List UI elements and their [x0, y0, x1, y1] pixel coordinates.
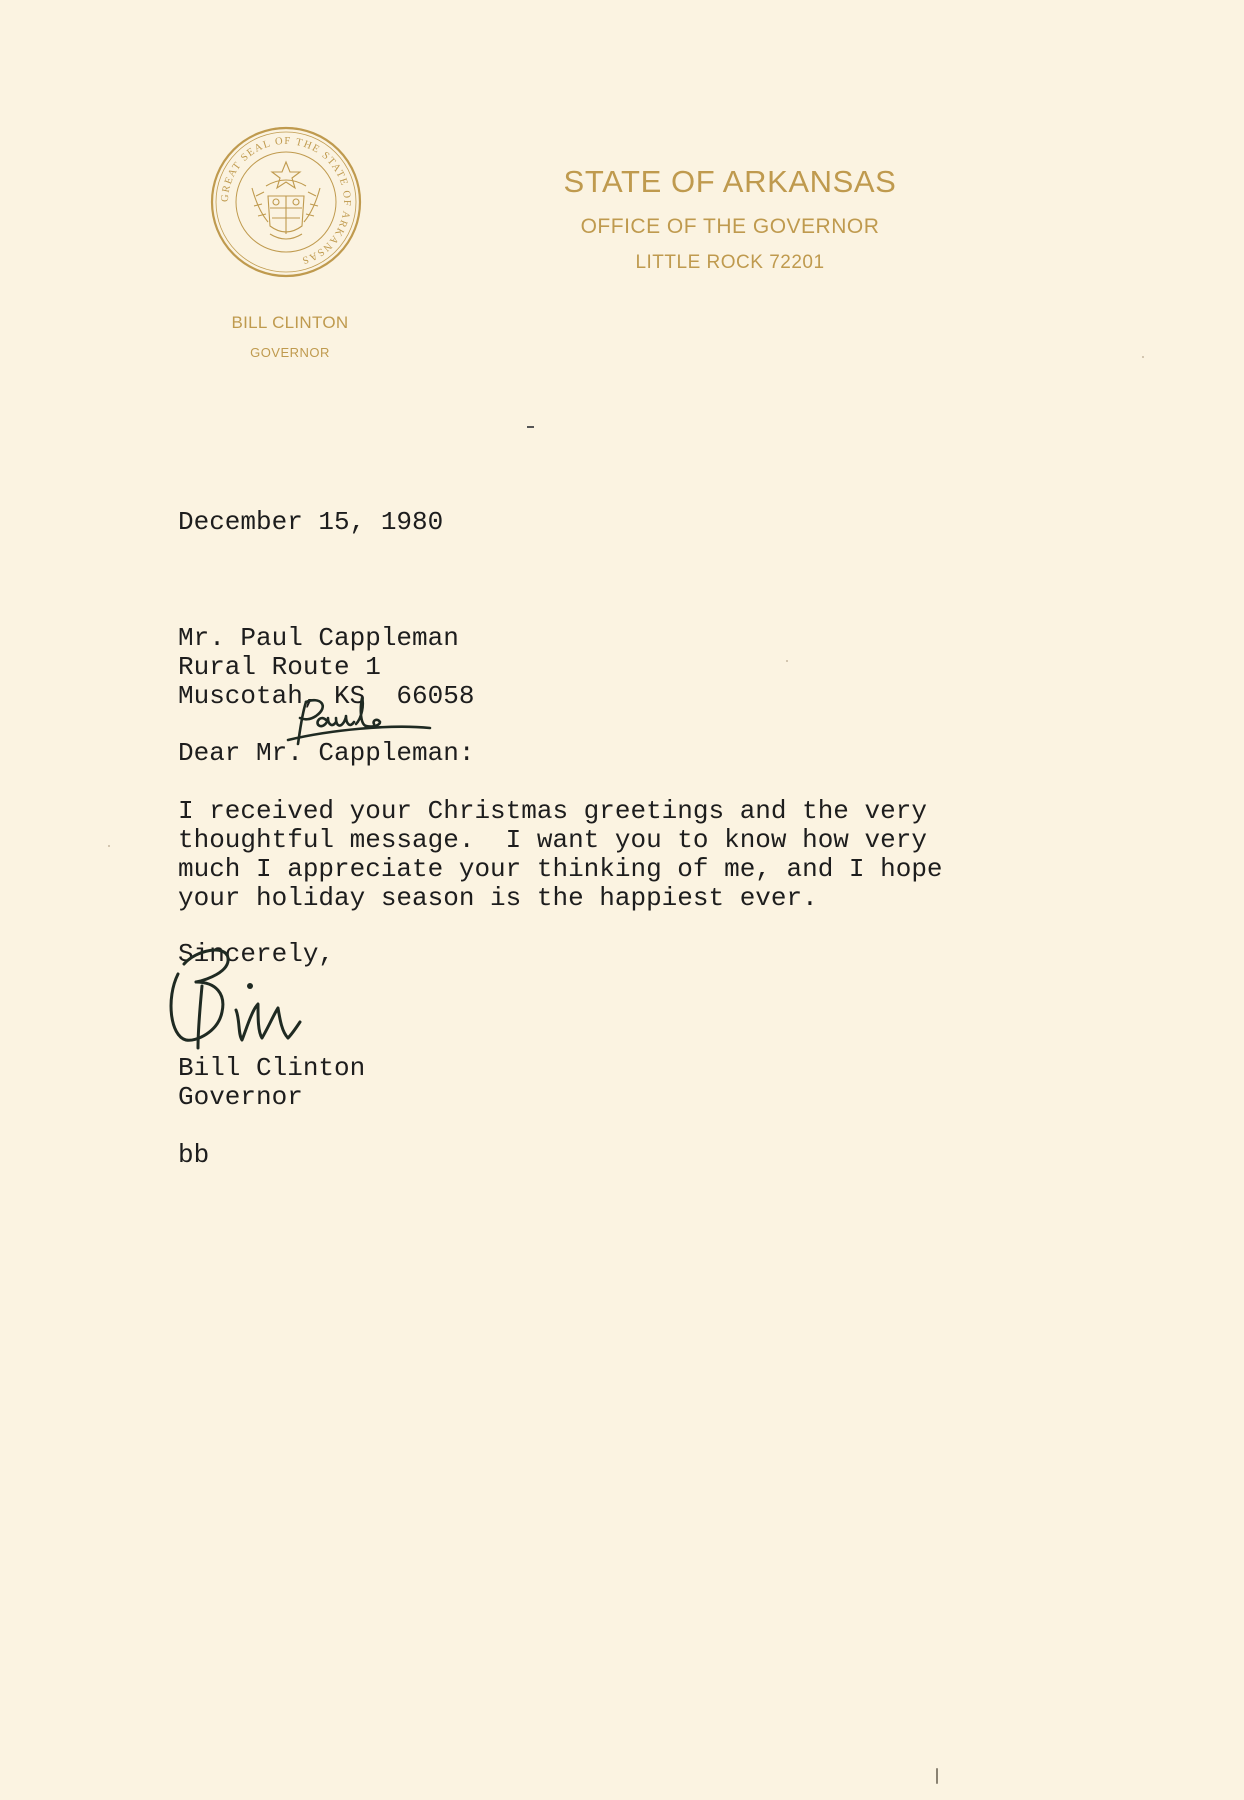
stray-mark [527, 426, 534, 428]
handwritten-signature [166, 938, 356, 1060]
salutation: Dear Mr. Cappleman: [178, 738, 475, 768]
body-line-1: I received your Christmas greetings and the very [178, 796, 927, 826]
paper-speck [786, 660, 788, 662]
paper-speck [1142, 356, 1144, 358]
paper-speck [108, 845, 110, 847]
recipient-address-line: Rural Route 1 [178, 652, 381, 682]
handwritten-paul-correction [280, 694, 440, 750]
recipient-city-line: Muscotah, KS 66058 [178, 681, 475, 711]
paper-speck [936, 1768, 938, 1784]
signer-name: Bill Clinton [178, 1053, 366, 1083]
body-line-3: much I appreciate your thinking of me, and I hope [178, 854, 943, 884]
body-line-4: your holiday season is the happiest ever. [178, 883, 818, 913]
great-seal-of-arkansas-icon [210, 126, 362, 278]
city-heading: LITTLE ROCK 72201 [635, 252, 825, 273]
governor-title-heading: GOVERNOR [250, 345, 330, 360]
recipient-name: Mr. Paul Cappleman [178, 623, 459, 653]
office-heading: OFFICE OF THE GOVERNOR [580, 215, 880, 238]
typist-initials: bb [178, 1140, 210, 1170]
letter-date: December 15, 1980 [178, 507, 444, 537]
closing: Sincerely, [178, 939, 335, 969]
seal-ring-text: GREAT SEAL OF THE STATE OF ARKANSAS [219, 135, 353, 266]
state-heading: STATE OF ARKANSAS [563, 164, 897, 199]
signer-title: Governor [178, 1082, 303, 1112]
body-line-2: thoughtful message. I want you to know how very [178, 825, 927, 855]
governor-name-heading: BILL CLINTON [231, 313, 349, 332]
